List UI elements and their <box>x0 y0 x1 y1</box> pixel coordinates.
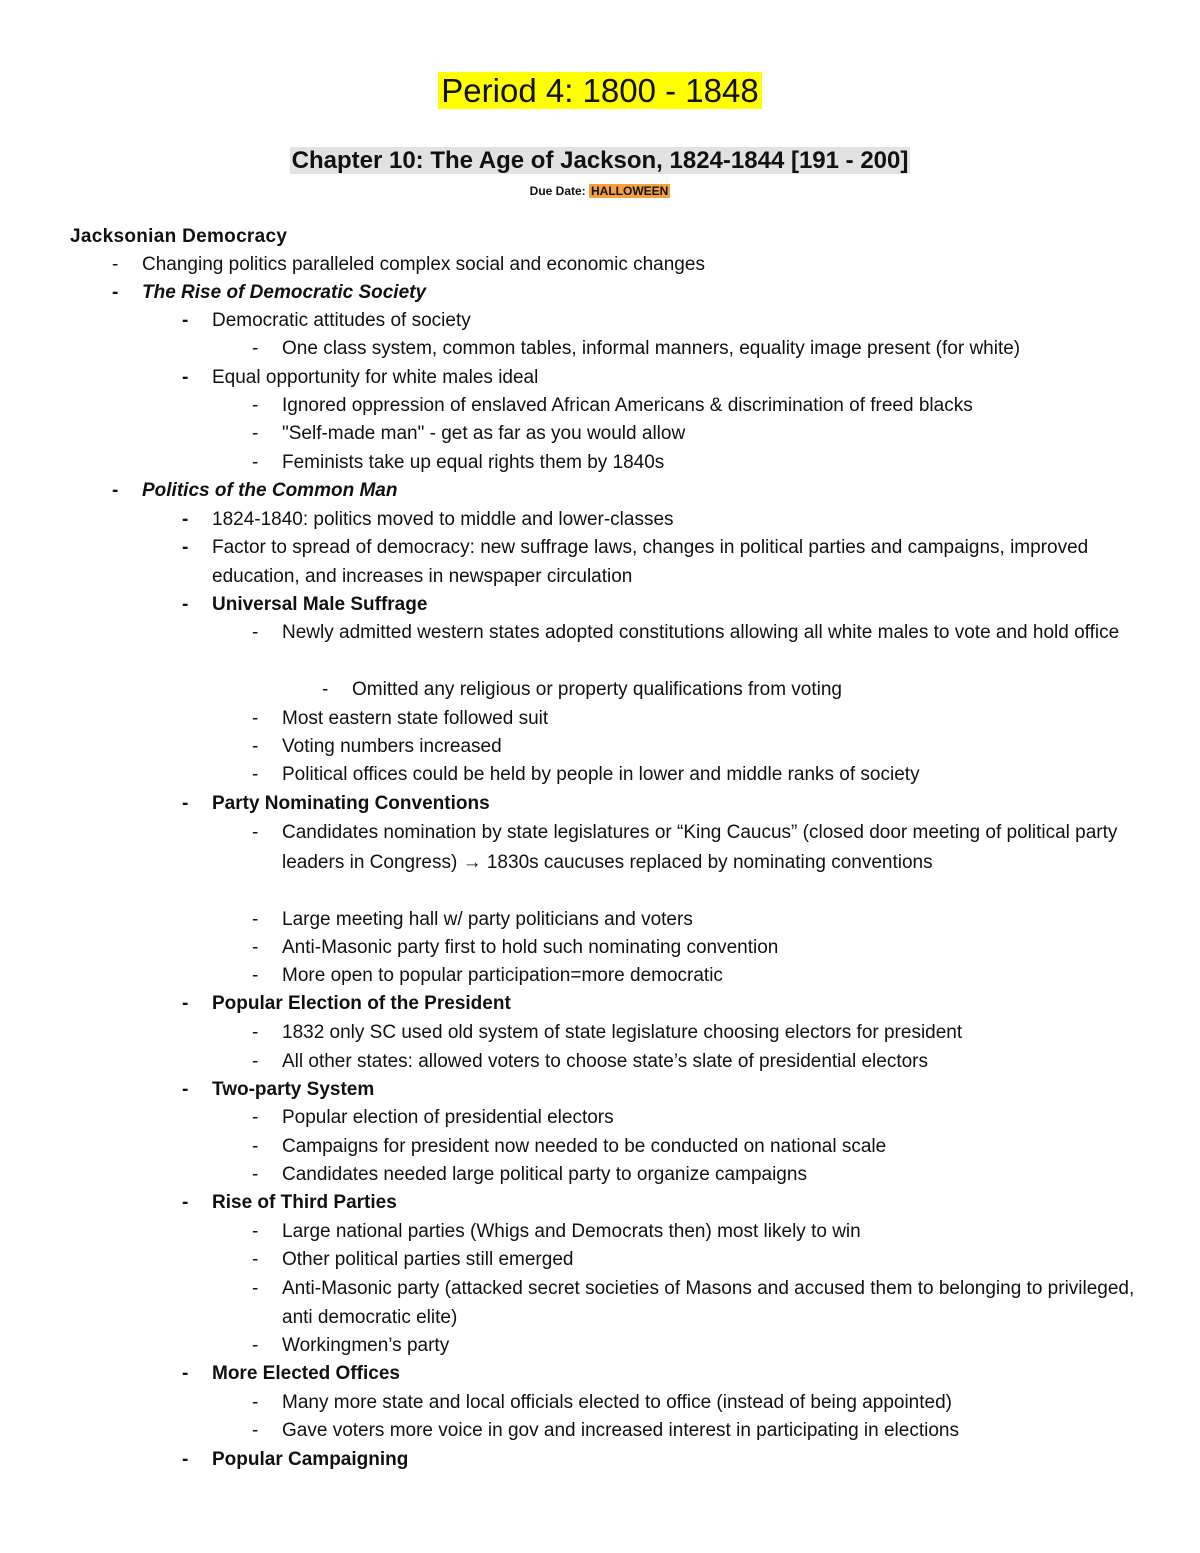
list-item <box>252 1161 1142 1190</box>
list-item-text: Campaigns for president now needed to be conducted on national scale <box>282 1136 887 1157</box>
list-item <box>252 906 1142 935</box>
bullet-dash: - <box>252 822 259 843</box>
bullet-dash: - <box>252 909 259 930</box>
list-item <box>252 1133 1142 1162</box>
bullet-dash: - <box>182 1363 189 1384</box>
list-item-text: Popular Campaigning <box>212 1449 409 1470</box>
list-item <box>322 676 1142 705</box>
list-item-text: Workingmen’s party <box>282 1335 450 1356</box>
list-item <box>252 934 1142 963</box>
list-item-text: Universal Male Suffrage <box>212 594 428 615</box>
list-item-text: Party Nominating Conventions <box>212 793 490 814</box>
list-item-text: All other states: allowed voters to choose state’s slate of presidential electors <box>282 1051 928 1072</box>
list-item <box>252 335 1142 364</box>
list-item <box>252 1019 1142 1048</box>
list-item <box>252 733 1142 762</box>
bullet-dash: - <box>252 736 259 757</box>
list-item-text: 1832 only SC used old system of state legislature choosing electors for president <box>282 1022 963 1043</box>
bullet-dash: - <box>182 537 189 558</box>
bullet-dash: - <box>182 1079 189 1100</box>
list-item-text: One class system, common tables, informal manners, equality image present (for white) <box>282 338 1021 359</box>
bullet-dash: - <box>252 937 259 958</box>
list-item-text: Voting numbers increased <box>282 736 502 757</box>
bullet-dash: - <box>252 708 259 729</box>
list-item <box>252 705 1142 734</box>
bullet-dash: - <box>252 338 259 359</box>
period-title-text: Period 4: 1800 - 1848 <box>438 72 761 109</box>
bullet-dash: - <box>252 1221 259 1242</box>
list-item-text: Other political parties still emerged <box>282 1249 574 1270</box>
list-item-text: The Rise of Democratic Society <box>142 282 427 303</box>
subheading-rise-of-third-parties <box>182 1189 1142 1218</box>
section-heading: Jacksonian Democracy <box>70 226 288 247</box>
due-date-value: HALLOWEEN <box>591 184 669 198</box>
list-item-text: Equal opportunity for white males ideal <box>212 367 539 388</box>
chapter-title <box>0 144 1200 178</box>
subheading-two-party-system <box>182 1076 1142 1105</box>
list-item-text: Democratic attitudes of society <box>212 310 471 331</box>
bullet-dash: - <box>252 1249 259 1270</box>
list-item <box>252 420 1142 449</box>
list-item <box>252 449 1142 478</box>
list-item-text: Anti-Masonic party (attacked secret societies of Masons and accused them to belonging to privileged, anti democratic elite) <box>282 1278 1135 1328</box>
bullet-dash: - <box>252 1420 259 1441</box>
list-item-text: Popular Election of the President <box>212 993 511 1014</box>
bullet-dash: - <box>252 1051 259 1072</box>
list-item <box>252 1104 1142 1133</box>
subheading-popular-election-of-president <box>182 990 1142 1019</box>
list-item-text: Anti-Masonic party first to hold such nominating convention <box>282 937 779 958</box>
list-item-text: Political offices could be held by people in lower and middle ranks of society <box>282 764 920 785</box>
bullet-dash: - <box>182 310 189 331</box>
list-item-text: Popular election of presidential electors <box>282 1107 614 1128</box>
subheading-party-nominating-conventions <box>182 790 1142 819</box>
subheading-popular-campaigning <box>182 1446 1142 1475</box>
list-item <box>252 619 1142 648</box>
bullet-dash: - <box>182 509 189 530</box>
list-item-text: Large meeting hall w/ party politicians and voters <box>282 909 693 930</box>
bullet-dash: - <box>252 452 259 473</box>
list-item <box>182 364 1142 393</box>
bullet-dash: - <box>252 395 259 416</box>
subheading-politics-of-common-man <box>112 477 1142 506</box>
bullet-dash: - <box>182 793 189 814</box>
list-item <box>252 1332 1142 1361</box>
bullet-dash: - <box>252 1107 259 1128</box>
bullet-dash: - <box>252 1164 259 1185</box>
subheading-rise-of-democratic-society <box>112 279 1142 308</box>
list-item <box>252 818 1142 877</box>
list-item <box>252 1048 1142 1077</box>
bullet-dash: - <box>252 1335 259 1356</box>
bullet-dash: - <box>252 1136 259 1157</box>
bullet-dash: - <box>112 282 119 303</box>
bullet-dash: - <box>252 1392 259 1413</box>
list-item-text: Ignored oppression of enslaved African Americans & discrimination of freed blacks <box>282 395 973 416</box>
bullet-dash: - <box>182 993 189 1014</box>
list-item-text: Most eastern state followed suit <box>282 708 549 729</box>
list-item-text: Rise of Third Parties <box>212 1192 397 1213</box>
list-item-text: Candidates needed large political party to organize campaigns <box>282 1164 807 1185</box>
list-item <box>182 534 1142 591</box>
due-date-line <box>0 181 1200 201</box>
list-item <box>252 1417 1142 1446</box>
period-title <box>0 70 1200 112</box>
list-item-text: More open to popular participation=more democratic <box>282 965 723 986</box>
list-item-text: Many more state and local officials elected to office (instead of being appointed) <box>282 1392 952 1413</box>
list-item-text: Factor to spread of democracy: new suffrage laws, changes in political parties and campaigns, improved education, and increases in newspaper circulation <box>212 537 1089 587</box>
list-item <box>252 1275 1142 1332</box>
list-item <box>252 962 1142 991</box>
bullet-dash: - <box>252 622 259 643</box>
list-item <box>252 1389 1142 1418</box>
list-item-text: More Elected Offices <box>212 1363 400 1384</box>
list-item-text: Politics of the Common Man <box>142 480 398 501</box>
bullet-dash: - <box>182 594 189 615</box>
list-item-text: Newly admitted western states adopted constitutions allowing all white males to vote and hold office <box>282 622 1120 643</box>
bullet-dash: - <box>252 764 259 785</box>
list-item-text: Omitted any religious or property qualifications from voting <box>352 679 843 700</box>
subheading-universal-male-suffrage <box>182 591 1142 620</box>
list-item-text: "Self-made man" - get as far as you would allow <box>282 423 686 444</box>
list-item-text: Gave voters more voice in gov and increased interest in participating in elections <box>282 1420 959 1441</box>
bullet-dash: - <box>182 367 189 388</box>
list-item <box>182 506 1142 535</box>
bullet-dash: - <box>112 254 119 275</box>
list-item <box>252 761 1142 790</box>
list-item <box>112 251 1142 280</box>
bullet-dash: - <box>252 423 259 444</box>
bullet-dash: - <box>252 1022 259 1043</box>
list-item-text: Two-party System <box>212 1079 375 1100</box>
list-item <box>182 307 1142 336</box>
bullet-dash: - <box>182 1192 189 1213</box>
bullet-dash: - <box>252 1278 259 1299</box>
list-item-text: 1824-1840: politics moved to middle and lower-classes <box>212 509 674 530</box>
bullet-dash: - <box>322 679 329 700</box>
list-item <box>252 392 1142 421</box>
list-item-text: Large national parties (Whigs and Democrats then) most likely to win <box>282 1221 861 1242</box>
subheading-more-elected-offices <box>182 1360 1142 1389</box>
list-item-text: Candidates nomination by state legislatures or “King Caucus” (closed door meeting of political party leaders in Congress) → 1830s caucuses replaced by nominating conventions <box>282 822 1118 873</box>
list-item <box>252 1246 1142 1275</box>
bullet-dash: - <box>252 965 259 986</box>
list-item <box>252 1218 1142 1247</box>
due-date-label: Due Date: <box>529 184 589 198</box>
bullet-dash: - <box>112 480 119 501</box>
bullet-dash: - <box>182 1449 189 1470</box>
list-item-text: Feminists take up equal rights them by 1840s <box>282 452 665 473</box>
list-item-text: Changing politics paralleled complex social and economic changes <box>142 254 705 275</box>
chapter-title-text: Chapter 10: The Age of Jackson, 1824-1844 [191 - 200] <box>291 147 909 174</box>
